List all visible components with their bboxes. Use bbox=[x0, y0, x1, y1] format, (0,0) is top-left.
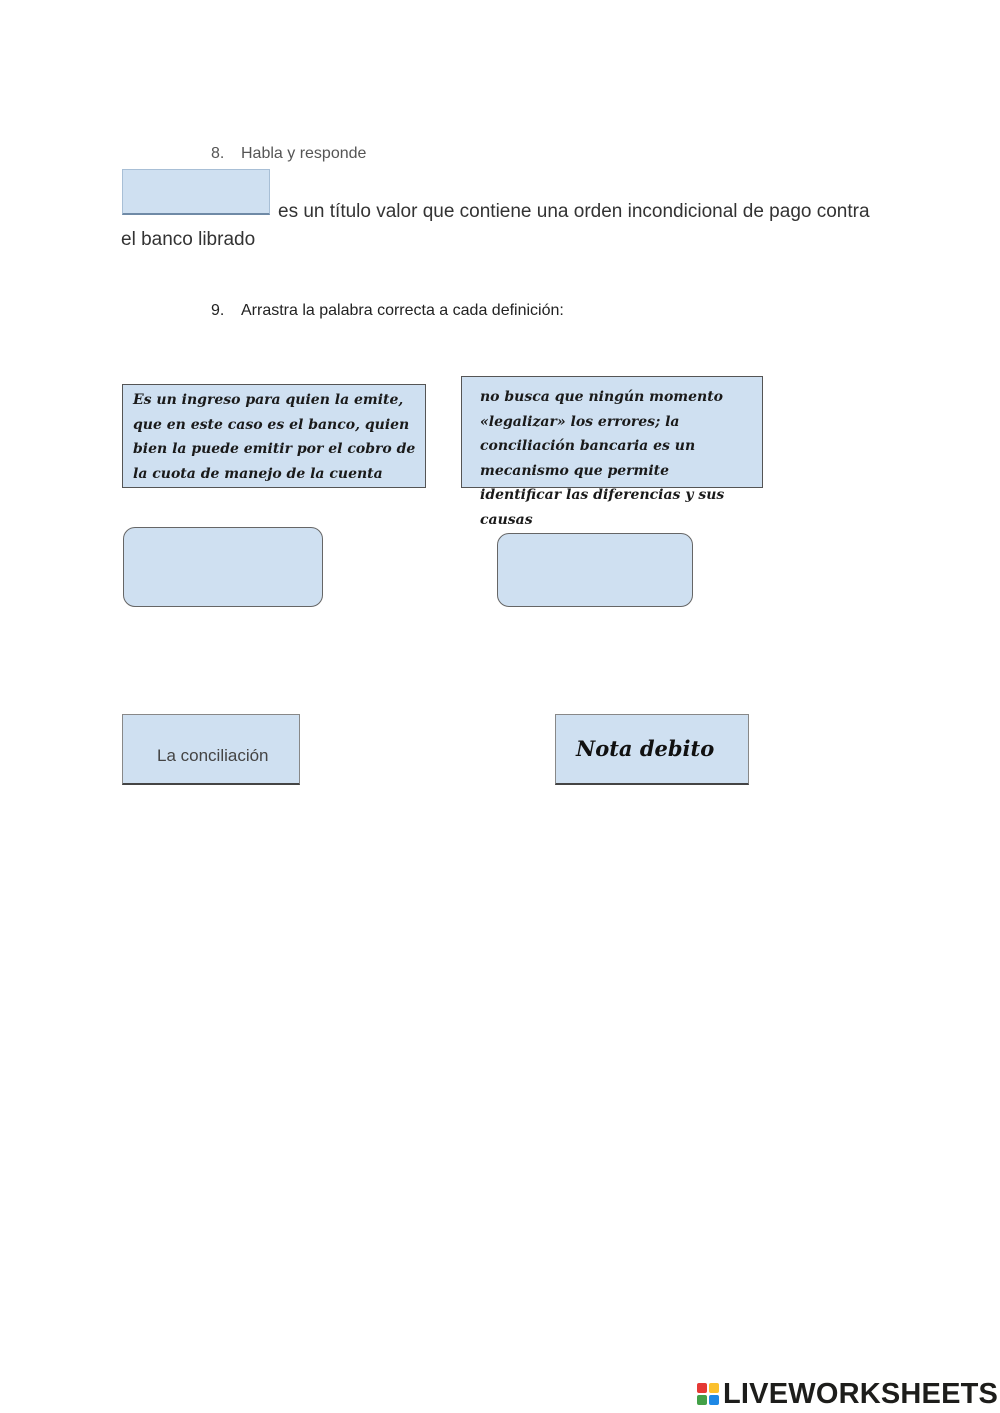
logo-square-3 bbox=[697, 1395, 707, 1405]
question-8-sentence: es un título valor que contiene una orden incondicional de pago contra el banco librado bbox=[121, 201, 870, 250]
logo-square-2 bbox=[709, 1383, 719, 1393]
question-9-number: 9. bbox=[211, 302, 225, 319]
question-8-title: Habla y responde bbox=[241, 145, 367, 162]
logo-square-1 bbox=[697, 1383, 707, 1393]
question-9-title: Arrastra la palabra correcta a cada definición: bbox=[241, 302, 564, 319]
liveworksheets-icon bbox=[697, 1383, 719, 1405]
question-8-heading bbox=[211, 145, 366, 163]
drop-zone-2[interactable] bbox=[497, 533, 693, 607]
liveworksheets-wordmark: LIVEWORKSHEETS bbox=[723, 1377, 999, 1410]
word-card-nota-debito[interactable] bbox=[555, 714, 749, 785]
word-card-label: Nota debito bbox=[576, 735, 715, 761]
word-card-la-conciliacion[interactable] bbox=[122, 714, 300, 785]
definition-card-1: Es un ingreso para quien la emite, que en este caso es el banco, quien bien la puede emitir por el cobro de la cuota de manejo de la cuenta bbox=[122, 384, 426, 488]
question-9-heading bbox=[211, 302, 564, 320]
liveworksheets-logo bbox=[697, 1377, 998, 1411]
drop-zone-1[interactable] bbox=[123, 527, 323, 607]
question-8-number: 8. bbox=[211, 145, 225, 162]
logo-square-4 bbox=[709, 1395, 719, 1405]
definition-card-2: no busca que ningún momento «legalizar» los errores; la conciliación bancaria es un mecanismo que permite identificar las diferencias y sus causas bbox=[461, 376, 763, 488]
word-card-label: La conciliación bbox=[157, 746, 269, 765]
